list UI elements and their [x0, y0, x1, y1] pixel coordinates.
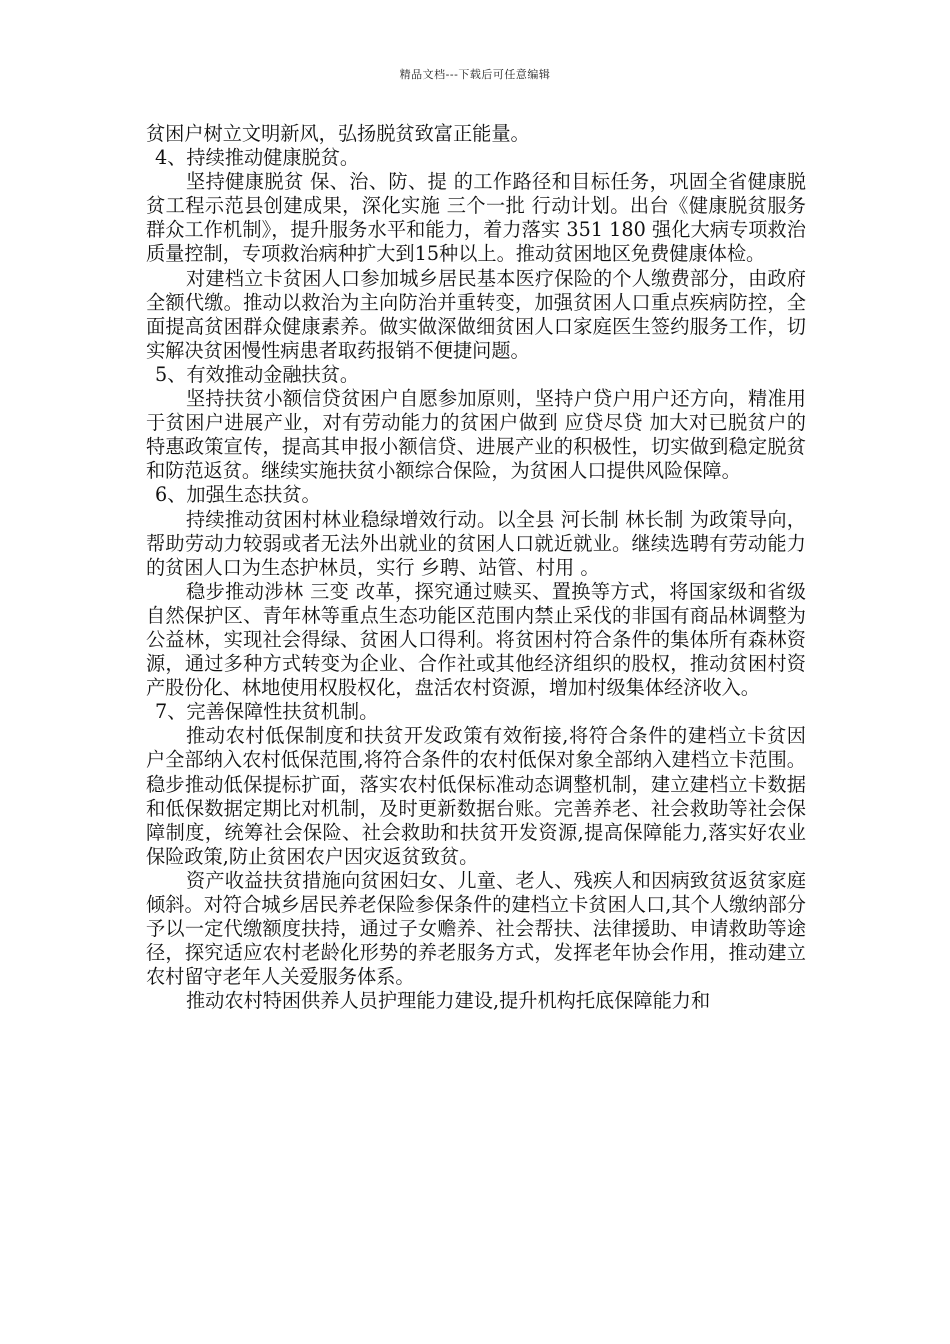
paragraph: 坚持健康脱贫 保、治、防、提 的工作路径和目标任务，巩固全省健康脱贫工程示范县创建成果，深化实施 三个一批 行动计划。出台《健康脱贫服务群众工作机制》，提升服务水平和能力，着力落实 351 180 强化大病专项救治质量控制，专项救治病种扩大到15种以上。推动贫困地区免费健康体检。: [146, 170, 806, 266]
page-header: 精品文档---下载后可任意编辑: [399, 68, 551, 81]
paragraph: 稳步推动涉林 三变 改革，探究通过赎买、置换等方式，将国家级和省级自然保护区、青年林等重点生态功能区范围内禁止采伐的非国有商品林调整为公益林，实现社会得绿、贫困人口得利。将贫困村符合条件的集体所有森林资源，通过多种方式转变为企业、合作社或其他经济组织的股权，推动贫困村资产股份化、林地使用权股权化，盘活农村资源，增加村级集体经济收入。: [146, 579, 806, 700]
paragraph: 推动农村低保制度和扶贫开发政策有效衔接,将符合条件的建档立卡贫因户全部纳入农村低保范围,将符合条件的农村低保对象全部纳入建档立卡范围。稳步推动低保提标扩面，落实农村低保标准动态调整机制，建立建档立卡数据和低保数据定期比对机制，及时更新数据台账。完善养老、社会救助等社会保障制度，统筹社会保险、社会救助和扶贫开发资源,提高保障能力,落实好农业保险政策,防止贫困农户因灾返贫致贫。: [146, 724, 806, 868]
paragraph: 坚持扶贫小额信贷贫困户自愿参加原则，坚持户贷户用户还方向，精准用于贫困户进展产业，对有劳动能力的贫困户做到 应贷尽贷 加大对已脱贫户的特惠政策宣传，提高其申报小额信贷、进展产业的积极性，切实做到稳定脱贫和防范返贫。继续实施扶贫小额综合保险，为贫困人口提供风险保障。: [146, 387, 806, 483]
section-heading-6: 6、加强生态扶贫。: [155, 483, 321, 507]
paragraph-continued: 贫困户树立文明新风，弘扬脱贫致富正能量。: [146, 122, 530, 145]
section-heading-7: 7、完善保障性扶贫机制。: [155, 700, 379, 724]
paragraph: 对建档立卡贫困人口参加城乡居民基本医疗保险的个人缴费部分，由政府全额代缴。推动以救治为主向防治并重转变，加强贫困人口重点疾病防控，全面提高贫困群众健康素养。做实做深做细贫困人口家庭医生签约服务工作，切实解决贫困慢性病患者取药报销不便捷问题。: [146, 266, 806, 362]
paragraph: 资产收益扶贫措施向贫困妇女、儿童、老人、残疾人和因病致贫返贫家庭倾斜。对符合城乡居民养老保险参保条件的建档立卡贫困人口,其个人缴纳部分予以一定代缴额度扶持，通过子女赡养、社会帮扶、法律援助、申请救助等途径，探究适应农村老龄化形势的养老服务方式，发挥老年协会作用，推动建立农村留守老年人关爱服务体系。: [146, 868, 806, 989]
paragraph: 持续推动贫困村林业稳绿增效行动。以全县 河长制 林长制 为政策导向，帮助劳动力较弱或者无法外出就业的贫困人口就近就业。继续选聘有劳动能力的贫困人口为生态护林员，实行 乡聘、站管、村用 。: [146, 507, 806, 579]
section-heading-4: 4、持续推动健康脱贫。: [155, 146, 360, 170]
document-body: [146, 122, 806, 1013]
section-heading-5: 5、有效推动金融扶贫。: [155, 362, 360, 386]
paragraph: 推动农村特困供养人员护理能力建设,提升机构托底保障能力和: [186, 989, 711, 1013]
